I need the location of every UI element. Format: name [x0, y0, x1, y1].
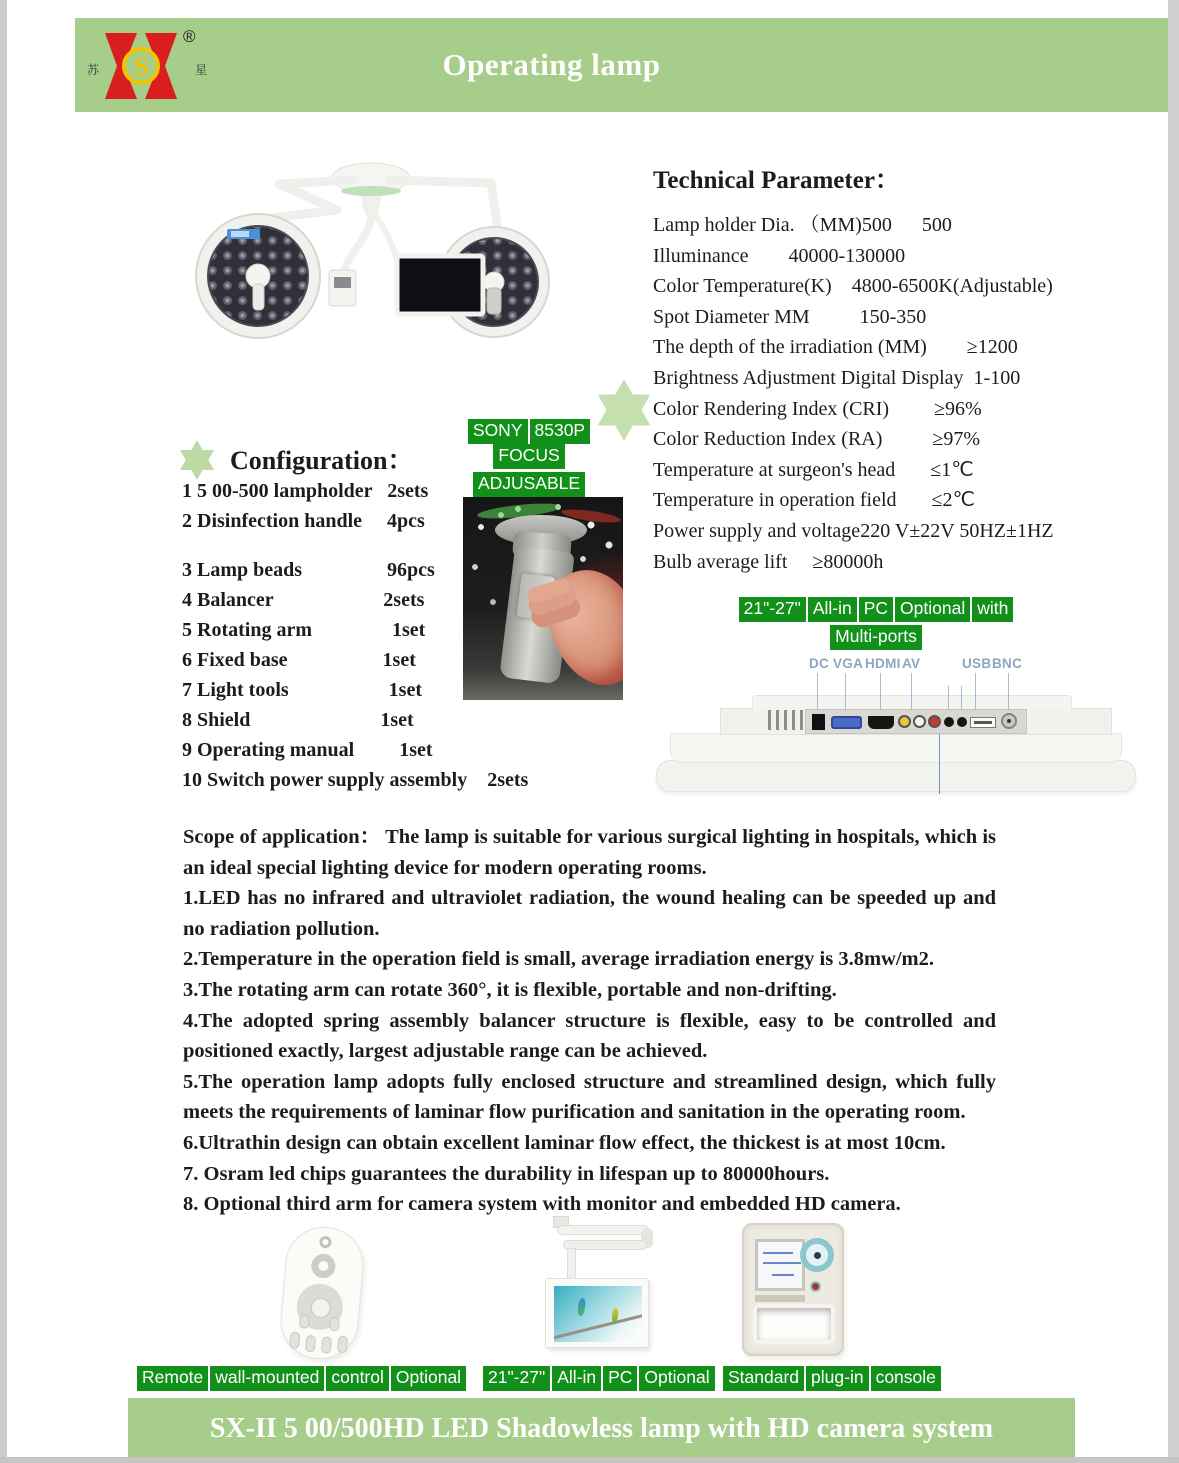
callout-line	[939, 734, 940, 794]
monitor-base	[656, 760, 1136, 792]
console-strip	[755, 1295, 805, 1302]
svg-text:S: S	[133, 52, 149, 81]
monitor-arm-photo	[515, 1216, 655, 1360]
leader-line	[880, 673, 881, 709]
rca-yellow-port	[898, 715, 911, 728]
vent-slat	[800, 710, 803, 730]
console-lcd	[755, 1239, 805, 1291]
config-item-lampholder: 1 5 00-500 lampholder 2sets	[182, 480, 429, 502]
usb-port	[970, 717, 996, 728]
pc-optional-label-text: 21"-27" All-in PC Optional	[482, 1366, 716, 1391]
tech-param-irradiation-depth: The depth of the irradiation (MM) ≥1200	[653, 336, 1018, 359]
application-paragraph: 4.The adopted spring assembly balancer structure is flexible, easy to be controlled and positioned exactly, largest adjustable range can be achieved.	[183, 1009, 996, 1063]
remote-button	[305, 1335, 316, 1353]
configuration-heading: Configuration：	[230, 446, 414, 475]
remote-button	[329, 1317, 340, 1332]
console-standard-label-text: Standard plug-in console	[722, 1366, 942, 1391]
remote-optional-label-text: Remote wall-mounted control Optional	[136, 1366, 467, 1391]
port-label-dc: DC	[809, 656, 830, 671]
vent-slat	[768, 710, 771, 730]
scope-of-application-section	[183, 822, 996, 1220]
all-in-pc-label	[736, 597, 1016, 653]
console-slot	[753, 1304, 835, 1344]
config-item-light-tools: 7 Light tools 1set	[182, 679, 422, 701]
tech-param-illuminance: Illuminance 40000-130000	[653, 244, 906, 267]
application-paragraph: 2.Temperature in the operation field is small, average irradiation energy is 3.8mw/m2.	[183, 948, 935, 971]
plugin-console-photo	[742, 1223, 844, 1356]
vent-slat	[776, 710, 779, 730]
lcd-text-line	[763, 1252, 793, 1254]
sony-focus-label	[438, 419, 620, 500]
tech-param-bulb-life: Bulb average lift ≥80000h	[653, 550, 884, 573]
monitor-lower-shell	[670, 733, 1122, 763]
product-model-title: SX-II 5 00/500HD LED Shadowless lamp with HD camera system	[209, 1413, 994, 1444]
console-control-pad	[800, 1238, 834, 1272]
arm-monitor	[545, 1278, 649, 1348]
config-item-handle: 2 Disinfection handle 4pcs	[182, 510, 425, 532]
bnc-port	[1001, 713, 1017, 729]
tech-param-cri: Color Rendering Index (CRI) ≥96%	[653, 397, 982, 420]
config-item-rotating-arm: 5 Rotating arm 1set	[182, 619, 426, 641]
focus-adjust-photo	[463, 497, 623, 700]
port-label-bnc: BNC	[992, 656, 1023, 671]
sony-focus-label-line1: SONY 8530PFOCUS	[438, 419, 620, 469]
tech-param-spot-diameter: Spot Diameter MM 150-350	[653, 305, 927, 328]
technical-parameters-section	[653, 160, 1093, 577]
application-paragraph: 1.LED has no infrared and ultraviolet radiation, the wound healing can be speeded up and no radiation pollution.	[183, 887, 996, 940]
remote-button	[321, 1336, 332, 1354]
config-item-balancer: 4 Balancer 2sets	[182, 589, 425, 611]
operating-lamp-photo	[175, 158, 645, 356]
arm-monitor-screen	[554, 1286, 642, 1342]
registered-mark: ®	[183, 27, 196, 46]
port-label-vga: VGA	[833, 656, 864, 671]
logo-char-left: 苏	[87, 63, 100, 77]
port-label-hdmi: HDMI	[865, 656, 901, 671]
lcd-text-line	[772, 1274, 794, 1276]
all-in-pc-label-line2: Multi-ports	[736, 625, 1016, 650]
scan-edge-right	[1168, 0, 1179, 1463]
vga-port	[831, 716, 862, 729]
audio-jack-port	[944, 717, 954, 727]
console-red-button	[810, 1281, 821, 1292]
vent-slat	[784, 710, 787, 730]
remote-control-photo	[277, 1224, 366, 1362]
technical-parameters-heading: Technical Parameter：	[653, 167, 900, 194]
pc-optional-label	[482, 1366, 716, 1394]
rca-red-port	[928, 715, 941, 728]
tech-param-ra: Color Reduction Index (RA) ≥97%	[653, 428, 981, 451]
application-paragraph: 8. Optional third arm for camera system with monitor and embedded HD camera.	[183, 1193, 901, 1216]
application-paragraph: 3.The rotating arm can rotate 360°, it is flexible, portable and non-drifting.	[183, 978, 837, 1001]
rca-white-port	[913, 715, 926, 728]
header-banner	[75, 18, 1168, 112]
scan-edge-left	[0, 0, 7, 1463]
leader-line	[845, 673, 846, 709]
config-item-shield: 8 Shield 1set	[182, 709, 414, 731]
leader-line	[1008, 673, 1009, 709]
tech-param-temp-head: Temperature at surgeon's head ≤1℃	[653, 458, 974, 481]
application-paragraph: Scope of application： The lamp is suitable for various surgical lighting in hospitals, which is an ideal special lighting device for modern operating rooms.	[183, 826, 996, 879]
leader-line	[948, 686, 949, 709]
config-item-power-supply: 10 Switch power supply assembly 2sets	[182, 769, 529, 791]
page-title: Operating lamp	[442, 47, 661, 82]
vent-slat	[792, 710, 795, 730]
tech-param-color-temperature: Color Temperature(K) 4800-6500K(Adjustable)	[653, 275, 1053, 298]
remote-button	[289, 1331, 300, 1349]
console-standard-label	[722, 1366, 942, 1394]
hdmi-port	[868, 716, 894, 729]
leader-line	[911, 673, 912, 709]
config-item-fixed-base: 6 Fixed base 1set	[182, 649, 416, 671]
tech-param-lamp-holder: Lamp holder Dia. （MM)500 500	[653, 214, 952, 236]
leader-line	[961, 686, 962, 709]
scan-edge-bottom	[0, 1457, 1179, 1463]
sony-focus-label-line2: ADJUSABLE	[438, 472, 620, 497]
footer-banner	[128, 1398, 1075, 1457]
all-in-pc-label-line1: 21"-27" All-in PC Optional with	[736, 597, 1016, 622]
monitor-top-shell	[752, 695, 1072, 710]
tech-param-temp-field: Temperature in operation field ≤2℃	[653, 489, 975, 512]
port-label-usb: USB	[962, 656, 992, 671]
application-paragraph: 7. Osram led chips guarantees the durability in lifespan up to 80000hours.	[183, 1162, 830, 1185]
tech-param-brightness: Brightness Adjustment Digital Display 1-100	[653, 366, 1021, 389]
audio-jack-port	[957, 717, 967, 727]
screen-branch	[554, 1311, 642, 1341]
application-paragraph: 6.Ultrathin design can obtain excellent laminar flow effect, the thickest is at most 10cm.	[183, 1131, 946, 1154]
logo-char-right: 星	[195, 63, 208, 77]
application-paragraph: 5.The operation lamp adopts fully enclosed structure and streamlined design, which fully meets the requirements of laminar flow purification and sanitation in the operating room.	[183, 1070, 996, 1124]
monitor-ports-photo	[652, 652, 1140, 800]
remote-button	[337, 1336, 348, 1354]
arm-segment	[557, 1225, 649, 1235]
remote-optional-label	[136, 1366, 467, 1394]
port-label-av: AV	[902, 656, 921, 671]
remote-power-button	[319, 1236, 332, 1249]
leader-line	[975, 673, 976, 709]
tech-param-power: Power supply and voltage220 V±22V 50HZ±1HZ	[653, 519, 1054, 542]
lcd-text-line	[763, 1262, 801, 1264]
config-item-lamp-beads: 3 Lamp beads 96pcs	[182, 559, 435, 581]
remote-ring-button	[310, 1253, 336, 1279]
screen-bird	[576, 1298, 586, 1317]
leader-line	[817, 673, 818, 709]
config-item-manual: 9 Operating manual 1set	[182, 739, 433, 761]
dc-port	[812, 714, 825, 730]
